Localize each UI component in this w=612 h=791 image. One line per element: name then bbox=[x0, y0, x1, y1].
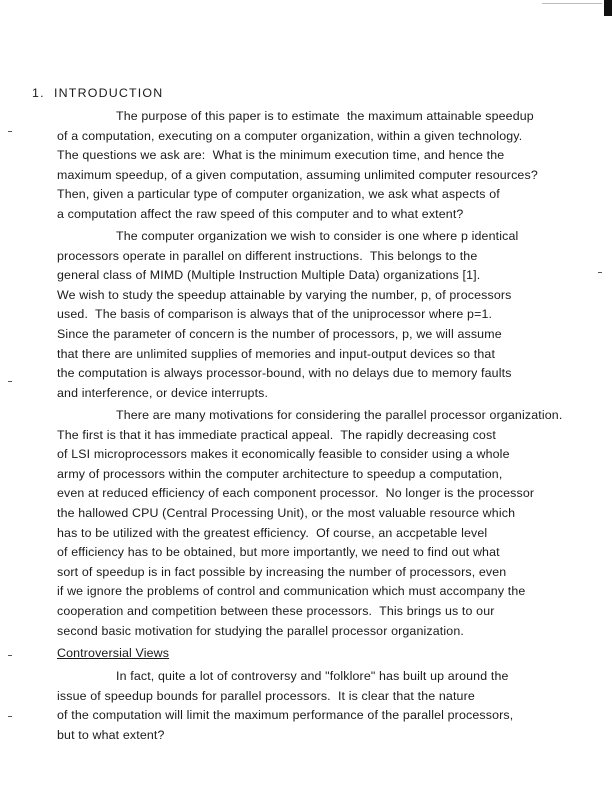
paragraph-4-line: In fact, quite a lot of controversy and "folklore" has built up around the bbox=[116, 669, 509, 683]
paragraph-3-line: the hallowed CPU (Central Processing Unit), or the most valuable resource which bbox=[57, 506, 516, 520]
margin-mark bbox=[8, 655, 12, 656]
subheading: Controversial Views bbox=[57, 646, 170, 660]
paragraph-3-line: second basic motivation for studying the parallel processor organization. bbox=[57, 623, 464, 638]
paragraph-4-line: but to what extent? bbox=[57, 727, 165, 742]
paragraph-1-line: The purpose of this paper is to estimate the maximum attainable speedup bbox=[116, 109, 534, 123]
paragraph-2-line: processors operate in parallel on different instructions. This belongs to the bbox=[57, 248, 478, 263]
margin-mark bbox=[598, 272, 602, 273]
paragraph-2-line: used. The basis of comparison is always that of the uniprocessor where p=1. bbox=[57, 307, 493, 322]
section-heading: 1. INTRODUCTION bbox=[32, 86, 164, 100]
paragraph-2-line: that there are unlimited supplies of memories and input-output devices so that bbox=[57, 346, 496, 361]
paragraph-1-line: of a computation, executing on a computer organization, within a given technology. bbox=[57, 128, 523, 143]
paragraph-2-line: the computation is always processor-bound, with no delays due to memory faults bbox=[57, 366, 512, 381]
paragraph-3-line: sort of speedup is in fact possible by increasing the number of processors, even bbox=[57, 564, 507, 579]
paragraph-4-line: issue of speedup bounds for parallel processors. It is clear that the nature bbox=[57, 688, 475, 703]
paragraph-2-line: general class of MIMD (Multiple Instruction Multiple Data) organizations [1]. bbox=[57, 268, 481, 283]
paragraph-3-line: of LSI microprocessors makes it economically feasible to consider using a whole bbox=[57, 447, 510, 462]
margin-mark bbox=[8, 131, 12, 132]
paragraph-1-line: Then, given a particular type of computer organization, we ask what aspects of bbox=[57, 187, 500, 202]
paragraph-3-line: cooperation and competition between these processors. This brings us to our bbox=[57, 604, 495, 618]
paragraph-3-line: The first is that it has immediate practical appeal. The rapidly decreasing cost bbox=[57, 427, 496, 442]
paragraph-3-line: There are many motivations for considering the parallel processor organization. bbox=[116, 408, 563, 422]
paragraph-2-line: We wish to study the speedup attainable by varying the number, p, of processors bbox=[57, 287, 512, 302]
paragraph-3-line: if we ignore the problems of control and communication which must accompany the bbox=[57, 584, 526, 599]
scan-corner-mark bbox=[604, 0, 612, 16]
paragraph-1-line: a computation affect the raw speed of this computer and to what extent? bbox=[57, 207, 464, 221]
scan-artifact-line bbox=[542, 3, 602, 4]
paragraph-2-line: Since the parameter of concern is the number of processors, p, we will assume bbox=[57, 327, 502, 341]
margin-mark bbox=[8, 716, 12, 717]
paragraph-4-line: of the computation will limit the maximum performance of the parallel processors, bbox=[57, 708, 514, 723]
paragraph-1-line: maximum speedup, of a given computation, assuming unlimited computer resources? bbox=[57, 167, 538, 182]
paragraph-3-line: has to be utilized with the greatest efficiency. Of course, an accpetable level bbox=[57, 525, 488, 540]
paragraph-3-line: of efficiency has to be obtained, but more importantly, we need to find out what bbox=[57, 545, 500, 560]
margin-mark bbox=[8, 381, 12, 382]
paragraph-3-line: army of processors within the computer architecture to speedup a computation, bbox=[57, 466, 503, 481]
paragraph-1-line: The questions we ask are: What is the minimum execution time, and hence the bbox=[57, 148, 505, 163]
paragraph-3-line: even at reduced efficiency of each component processor. No longer is the processor bbox=[57, 486, 535, 501]
paragraph-2-line: The computer organization we wish to consider is one where p identical bbox=[116, 229, 519, 243]
paragraph-2-line: and interference, or device interrupts. bbox=[57, 385, 269, 400]
